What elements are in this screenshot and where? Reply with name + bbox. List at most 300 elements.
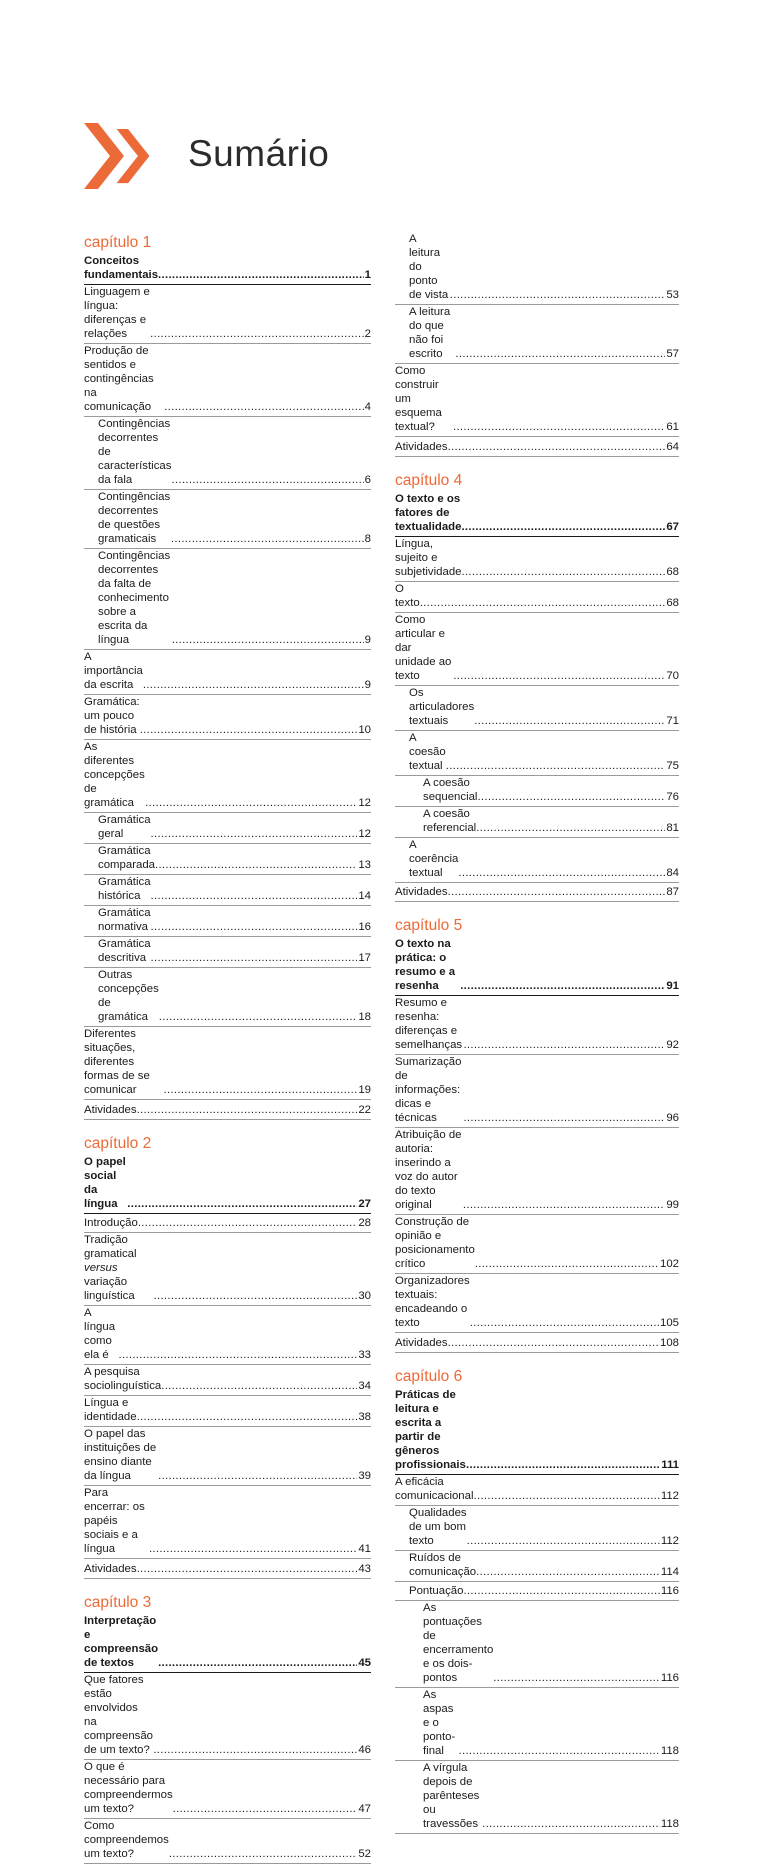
dot-leader — [159, 1010, 358, 1024]
entry-title: As diferentes concepções de gramática — [84, 741, 145, 809]
toc-entry[interactable] — [395, 437, 679, 457]
page-number: 67 — [666, 520, 679, 533]
toc-entry[interactable] — [395, 1506, 679, 1551]
entry-title: Contingências decorrentes de características da fala — [98, 418, 172, 486]
entry-title: A leitura do que não foi escrito — [409, 306, 451, 360]
entry-text-group — [395, 1475, 660, 1503]
entry-text-group — [409, 1506, 660, 1548]
entry-text-group — [84, 1562, 357, 1576]
dot-leader — [137, 1103, 358, 1117]
entry-text-group — [84, 1216, 357, 1230]
toc-entry[interactable] — [84, 285, 371, 344]
entry-text-group — [98, 844, 357, 872]
entry-title: Resumo e resenha: diferenças e semelhanças — [395, 997, 463, 1051]
page-number: 81 — [666, 821, 679, 834]
dot-leader — [459, 1744, 660, 1758]
entry-text-group — [84, 1614, 357, 1670]
entry-title: As aspas e o ponto-final — [423, 1689, 456, 1757]
entry-title: Gramática descritiva — [98, 938, 151, 964]
entry-text-group — [84, 1365, 357, 1393]
entry-text-group — [98, 490, 364, 546]
toc-entry[interactable] — [84, 417, 371, 490]
dot-leader — [173, 1802, 358, 1816]
page-number: 17 — [358, 952, 371, 964]
toc-entry[interactable] — [84, 1819, 371, 1864]
page-number: 47 — [358, 1802, 371, 1815]
page-number: 76 — [666, 790, 679, 803]
entry-title: Contingências decorrentes de questões gramaticais — [98, 491, 171, 545]
entry-text-group — [84, 254, 364, 282]
dot-leader — [171, 532, 364, 546]
page-number: 84 — [666, 866, 679, 879]
dot-leader — [493, 1671, 660, 1685]
entry-title: O papel social da língua — [84, 1155, 126, 1210]
entry-title: Tradição gramatical versus variação linguística — [84, 1234, 137, 1302]
page-number: 68 — [666, 596, 679, 609]
dot-leader — [482, 1817, 660, 1831]
entry-text-group — [84, 1396, 357, 1424]
entry-title: Como construir um esquema textual? — [395, 365, 442, 433]
dot-leader — [150, 327, 364, 341]
entry-title: Língua e identidade — [84, 1397, 137, 1423]
entry-text-group — [423, 807, 665, 835]
chapter-heading[interactable] — [84, 254, 371, 285]
page-number: 92 — [666, 1039, 679, 1051]
entry-title: Diferentes situações, diferentes formas de se comunicar — [84, 1028, 150, 1096]
entry-title: Práticas de leitura e escrita a partir de gêneros profissionais — [395, 1388, 466, 1471]
page-number: 39 — [358, 1470, 371, 1482]
toc-entry[interactable] — [84, 1306, 371, 1365]
toc-entry[interactable] — [84, 1100, 371, 1120]
toc-entry[interactable] — [395, 1055, 679, 1128]
entry-title: Produção de sentidos e contingências na comunicação — [84, 345, 154, 413]
entry-text-group — [84, 1486, 357, 1556]
dot-leader — [127, 1197, 357, 1211]
entry-text-group — [395, 1128, 665, 1212]
entry-text-group — [395, 996, 665, 1052]
toc-entry[interactable] — [84, 1760, 371, 1819]
entry-title: Qualidades de um bom texto — [409, 1506, 467, 1547]
toc-entry[interactable] — [84, 1396, 371, 1427]
page-number: 116 — [660, 1585, 679, 1597]
page-number: 14 — [358, 890, 371, 902]
entry-title: A importância da escrita — [84, 651, 143, 691]
entry-title: A coerência textual — [409, 838, 459, 879]
double-chevron-right-icon — [84, 123, 166, 189]
toc-entry[interactable] — [84, 968, 371, 1027]
entry-title: Outras concepções de gramática — [98, 969, 159, 1023]
dot-leader — [467, 1534, 660, 1548]
dot-leader — [137, 1410, 358, 1424]
entry-text-group — [423, 1688, 660, 1758]
entry-title: As pontuações de encerramento e os dois-pontos — [423, 1602, 494, 1684]
entry-text-group — [395, 937, 665, 993]
entry-text-group — [395, 440, 665, 454]
toc-entry[interactable] — [395, 807, 679, 838]
page-number: 8 — [364, 533, 371, 545]
dot-leader — [453, 669, 665, 683]
chapter-heading[interactable] — [395, 1388, 679, 1475]
dot-leader — [149, 1542, 357, 1556]
entry-title: O texto — [395, 582, 420, 609]
entry-text-group — [84, 1673, 357, 1757]
dot-leader — [477, 790, 665, 804]
entry-text-group — [409, 1551, 660, 1579]
dot-leader — [463, 1584, 659, 1598]
entry-text-group — [84, 285, 364, 341]
page-number: 13 — [358, 859, 371, 871]
toc-entry[interactable] — [395, 364, 679, 437]
dot-leader — [474, 1489, 660, 1503]
dot-leader — [151, 827, 358, 841]
dot-leader — [476, 1565, 660, 1579]
entry-text-group — [84, 1155, 357, 1211]
entry-text-group — [395, 885, 665, 899]
dot-leader — [143, 678, 364, 692]
page-number: 96 — [666, 1112, 679, 1124]
toc-entry[interactable] — [395, 613, 679, 686]
toc-entry[interactable] — [395, 1128, 679, 1215]
entry-text-group — [409, 305, 665, 361]
entry-text-group — [98, 937, 357, 965]
dot-leader — [164, 1083, 358, 1097]
dot-leader — [158, 1656, 357, 1670]
chapter-heading[interactable] — [84, 1155, 371, 1214]
toc-entry[interactable] — [395, 838, 679, 883]
entry-text-group — [423, 776, 665, 804]
dot-leader — [158, 268, 364, 282]
page-number: 12 — [358, 797, 371, 809]
page-number: 27 — [358, 1197, 371, 1210]
dot-leader — [460, 979, 665, 993]
page-number: 75 — [666, 759, 679, 772]
chapter-label: capítulo 3 — [84, 1593, 152, 1611]
page-number: 57 — [666, 348, 679, 360]
chapter-label: capítulo 6 — [395, 1367, 463, 1385]
dot-leader — [138, 1216, 358, 1230]
entry-title: Os articuladores textuais — [409, 686, 475, 727]
toc-entry[interactable] — [395, 305, 679, 364]
page-number: 118 — [660, 1745, 679, 1757]
entry-title: Interpretação e compreensão de textos — [84, 1614, 159, 1669]
dot-leader — [155, 858, 357, 872]
toc-entry[interactable] — [84, 1027, 371, 1100]
toc-entry[interactable] — [395, 1274, 679, 1333]
toc-entry[interactable] — [84, 650, 371, 695]
page-number: 45 — [358, 1656, 371, 1669]
entry-text-group — [395, 364, 665, 434]
entry-title: Língua, sujeito e subjetividade — [395, 537, 462, 578]
page-number: 19 — [358, 1084, 371, 1096]
chapter-label: capítulo 2 — [84, 1134, 152, 1152]
entry-title: O papel das instituições de ensino diante da língua — [84, 1428, 157, 1482]
dot-leader — [470, 1316, 659, 1330]
page-number: 108 — [659, 1336, 679, 1349]
chapter-heading[interactable] — [395, 937, 679, 996]
dot-leader — [154, 1289, 358, 1303]
toc-entry[interactable] — [395, 1475, 679, 1506]
page-number: 99 — [666, 1199, 679, 1211]
dot-leader — [463, 1198, 665, 1212]
dot-leader — [151, 951, 358, 965]
dot-leader — [462, 565, 666, 579]
page-number: 38 — [358, 1411, 371, 1423]
dot-leader — [448, 1336, 659, 1350]
page-number: 87 — [666, 886, 679, 898]
entry-text-group — [395, 1055, 665, 1125]
entry-title: Conceitos fundamentais — [84, 255, 159, 281]
dot-leader — [420, 596, 666, 610]
entry-text-group — [84, 344, 364, 414]
chapter-label: capítulo 4 — [395, 471, 463, 489]
page-number: 118 — [660, 1818, 679, 1830]
page-number: 114 — [660, 1565, 679, 1578]
page-number: 34 — [358, 1380, 371, 1392]
toc-entry[interactable] — [395, 1761, 679, 1834]
entry-title: Atividades — [395, 886, 448, 898]
toc-left-column — [84, 232, 371, 1864]
entry-text-group — [423, 1761, 660, 1831]
entry-text-group — [84, 695, 357, 737]
entry-text-group — [98, 549, 364, 647]
entry-text-group — [409, 731, 665, 773]
entry-text-group — [409, 686, 665, 728]
entry-title: A eficácia comunicacional — [395, 1475, 474, 1502]
dot-leader — [137, 1562, 358, 1576]
entry-text-group — [98, 813, 357, 841]
entry-text-group — [84, 1306, 357, 1362]
page-number: 18 — [358, 1011, 371, 1023]
entry-title: A leitura do ponto de vista — [409, 233, 449, 301]
dot-leader — [463, 1038, 665, 1052]
entry-title: Gramática: um pouco de história — [84, 696, 140, 736]
dot-leader — [476, 821, 665, 835]
toc-entry[interactable] — [395, 232, 679, 305]
toc-entry[interactable] — [395, 1551, 679, 1582]
dot-leader — [466, 1458, 660, 1472]
entry-text-group — [98, 875, 357, 903]
toc-entry[interactable] — [395, 582, 679, 613]
toc-entry[interactable] — [84, 1559, 371, 1579]
dot-leader — [118, 1348, 357, 1362]
page-number: 46 — [358, 1743, 371, 1756]
page-number: 70 — [666, 669, 679, 682]
entry-title: A coesão textual — [409, 731, 446, 772]
entry-text-group — [423, 1601, 660, 1685]
entry-title: Introdução — [84, 1217, 138, 1229]
entry-text-group — [395, 492, 665, 534]
page-number: 111 — [661, 1458, 679, 1471]
entry-text-group — [395, 1388, 660, 1472]
toc-right-column — [395, 232, 679, 1834]
toc-entry[interactable] — [395, 883, 679, 903]
dot-leader — [475, 1257, 659, 1271]
dot-leader — [172, 473, 364, 487]
dot-leader — [463, 1111, 665, 1125]
page-number: 30 — [358, 1290, 371, 1302]
page-number: 2 — [364, 328, 371, 340]
page-number: 53 — [666, 289, 679, 301]
dot-leader — [448, 885, 666, 899]
dot-leader — [169, 1847, 358, 1861]
entry-title: Gramática comparada — [98, 845, 155, 871]
page-number: 41 — [358, 1543, 371, 1555]
toc-entry[interactable] — [84, 695, 371, 740]
toc-entry[interactable] — [84, 1673, 371, 1760]
entry-title: Linguagem e língua: diferenças e relações — [84, 286, 150, 340]
toc-entry[interactable] — [84, 1427, 371, 1486]
entry-title: A coesão referencial — [423, 807, 477, 834]
entry-title: Organizadores textuais: encadeando o texto — [395, 1275, 470, 1329]
entry-title: Ruídos de comunicação — [409, 1551, 477, 1578]
toc-entry[interactable] — [395, 686, 679, 731]
dot-leader — [448, 440, 666, 454]
chapter-heading[interactable] — [84, 1614, 371, 1673]
toc-entry[interactable] — [84, 937, 371, 968]
entry-title: Gramática geral — [98, 814, 151, 840]
toc-entry[interactable] — [84, 1214, 371, 1234]
entry-title: O que é necessário para compreendermos um texto? — [84, 1760, 173, 1815]
dot-leader — [461, 520, 665, 534]
page-number: 68 — [666, 565, 679, 578]
dot-leader — [151, 920, 358, 934]
page-number: 12 — [358, 828, 371, 840]
dot-leader — [158, 1469, 357, 1483]
dot-leader — [161, 1379, 357, 1393]
dot-leader — [450, 288, 666, 302]
dot-leader — [446, 759, 666, 773]
chapter-heading[interactable] — [395, 492, 679, 537]
entry-title: A língua como ela é — [84, 1307, 116, 1361]
toc-entry[interactable] — [84, 875, 371, 906]
entry-text-group — [409, 838, 665, 880]
toc-entry[interactable] — [395, 1215, 679, 1274]
page-number: 116 — [660, 1672, 679, 1684]
entry-text-group — [395, 613, 665, 683]
entry-text-group — [84, 1427, 357, 1483]
page-number: 22 — [358, 1103, 371, 1116]
dot-leader — [172, 633, 364, 647]
toc-entry[interactable] — [84, 906, 371, 937]
page-number: 64 — [666, 440, 679, 453]
entry-title: O texto na prática: o resumo e a resenha — [395, 938, 456, 992]
entry-title: Atividades — [395, 1336, 448, 1349]
entry-title: Gramática histórica — [98, 876, 151, 902]
toc-entry[interactable] — [395, 1582, 679, 1602]
entry-text-group — [98, 968, 357, 1024]
toc-entry[interactable] — [395, 1333, 679, 1353]
toc-entry[interactable] — [84, 549, 371, 650]
entry-text-group — [409, 232, 665, 302]
entry-text-group — [409, 1584, 660, 1598]
entry-title: Construção de opinião e posicionamento crítico — [395, 1216, 475, 1270]
page-number: 112 — [660, 1534, 679, 1547]
toc-entry[interactable] — [84, 813, 371, 844]
entry-title: Como articular e dar unidade ao texto — [395, 613, 452, 682]
page-number: 9 — [364, 679, 371, 691]
entry-text-group — [84, 1760, 357, 1816]
dot-leader — [140, 723, 358, 737]
entry-text-group — [84, 1233, 357, 1303]
entry-title: Gramática normativa — [98, 907, 151, 933]
entry-text-group — [395, 537, 665, 579]
entry-text-group — [84, 1027, 357, 1097]
entry-title: Como compreendemos um texto? — [84, 1819, 169, 1860]
entry-text-group — [395, 1274, 659, 1330]
page-number: 91 — [666, 980, 679, 992]
toc-entry[interactable] — [84, 490, 371, 549]
toc-entry[interactable] — [84, 1233, 371, 1306]
page-number: 102 — [659, 1258, 679, 1270]
entry-text-group — [98, 906, 357, 934]
toc-entry[interactable] — [84, 844, 371, 875]
chapter-label: capítulo 5 — [395, 917, 463, 934]
entry-title: Atividades — [395, 440, 448, 453]
toc-entry[interactable] — [395, 731, 679, 776]
dot-leader — [153, 1743, 357, 1757]
page-number: 52 — [358, 1847, 371, 1860]
dot-leader — [164, 400, 363, 414]
toc-entry[interactable] — [395, 1688, 679, 1761]
entry-text-group — [84, 1103, 357, 1117]
entry-text-group — [84, 1819, 357, 1861]
entry-title: A vírgula depois de parênteses ou travessões — [423, 1762, 480, 1830]
toc-entry[interactable] — [84, 1365, 371, 1396]
entry-title: O texto e os fatores de textualidade — [395, 492, 462, 533]
chapter-label: capítulo 1 — [84, 234, 152, 251]
page-number: 16 — [358, 921, 371, 933]
entry-title: A coesão sequencial — [423, 776, 478, 803]
entry-title: Pontuação — [409, 1585, 464, 1597]
toc-entry[interactable] — [84, 740, 371, 813]
page-number: 1 — [364, 269, 371, 281]
dot-leader — [453, 420, 665, 434]
entry-title: Para encerrar: os papéis sociais e a língua — [84, 1487, 145, 1555]
page-number: 33 — [358, 1349, 371, 1361]
entry-text-group — [395, 1215, 659, 1271]
entry-title: Atividades — [84, 1103, 137, 1116]
page-number: 112 — [660, 1489, 679, 1502]
page-number: 9 — [364, 634, 371, 646]
page-number: 10 — [358, 724, 371, 736]
toc-entry[interactable] — [395, 776, 679, 807]
toc-entry[interactable] — [395, 1601, 679, 1688]
toc-entry[interactable] — [395, 537, 679, 582]
toc-entry[interactable] — [395, 996, 679, 1055]
entry-title: Atribuição de autoria: inserindo a voz do autor do texto original — [395, 1129, 462, 1211]
dot-leader — [145, 796, 357, 810]
entry-text-group — [395, 1336, 659, 1350]
dot-leader — [458, 866, 665, 880]
page-number: 28 — [358, 1217, 371, 1229]
page-number: 61 — [666, 421, 679, 433]
page-number: 6 — [364, 474, 371, 486]
page-title: Sumário — [188, 133, 330, 174]
dot-leader — [474, 714, 665, 728]
dot-leader — [455, 347, 665, 361]
toc-entry[interactable] — [84, 344, 371, 417]
page-number: 4 — [364, 401, 371, 413]
toc-entry[interactable] — [84, 1486, 371, 1559]
entry-title: Que fatores estão envolvidos na compreensão de um texto? — [84, 1673, 154, 1756]
page-number: 105 — [659, 1317, 679, 1329]
entry-text-group — [84, 650, 364, 692]
page-number: 71 — [666, 714, 679, 727]
entry-title: A pesquisa sociolinguística — [84, 1366, 162, 1392]
entry-title: Atividades — [84, 1562, 137, 1575]
entry-title: Sumarização de informações: dicas e técnicas — [395, 1056, 462, 1124]
entry-text-group — [395, 582, 665, 610]
